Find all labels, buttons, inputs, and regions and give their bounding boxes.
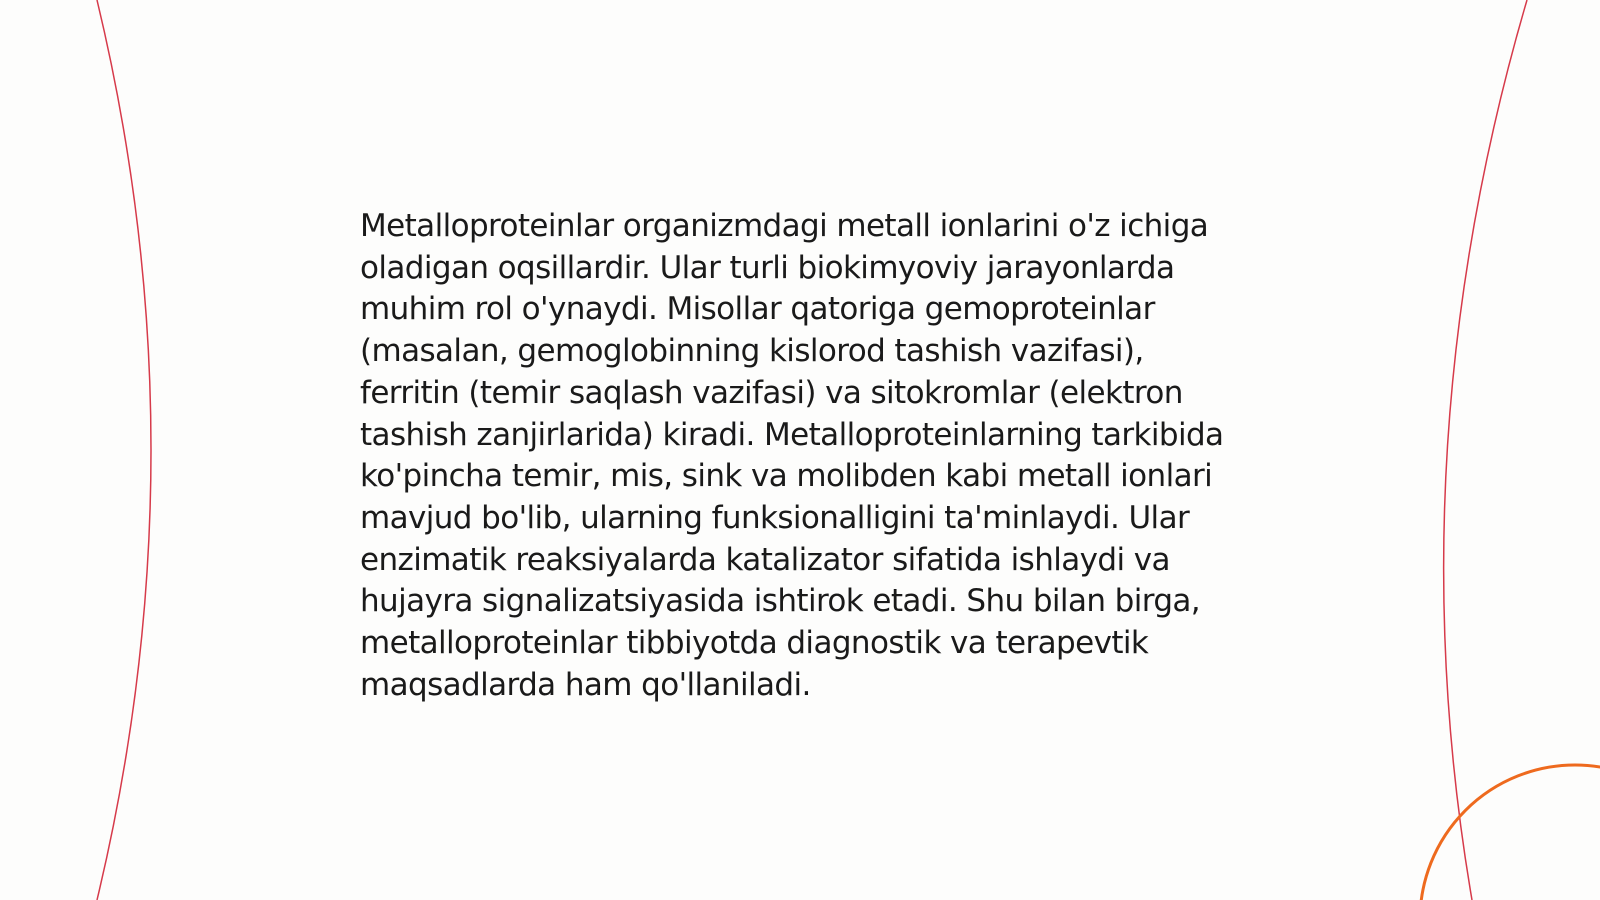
left-arc-decoration bbox=[97, 0, 151, 900]
body-paragraph: Metalloproteinlar organizmdagi metall ionlarini o'z ichiga oladigan oqsillardir. Ular turli biokimyoviy jarayonlarda muhim rol o'ynaydi. Misollar qatoriga gemoproteinlar (masalan, gemoglobinning kislorod tashish vazifasi), ferritin (temir saqlash vazifasi) va sitokromlar (elektron tashish zanjirlarida) kiradi. Metalloproteinlarning tarkibida ko'pincha temir, mis, sink va molibden kabi metall ionlari mavjud bo'lib, ularning funksionalligini ta'minlaydi. Ular enzimatik reaksiyalarda katalizator sifatida ishlaydi va hujayra signalizatsiyasida ishtirok etadi. Shu bilan birga, metalloproteinlar tibbiyotda diagnostik va terapevtik maqsadlarda ham qo'llaniladi. bbox=[360, 208, 1224, 703]
orange-circle-decoration bbox=[1420, 765, 1600, 900]
right-arc-decoration bbox=[1444, 0, 1527, 900]
